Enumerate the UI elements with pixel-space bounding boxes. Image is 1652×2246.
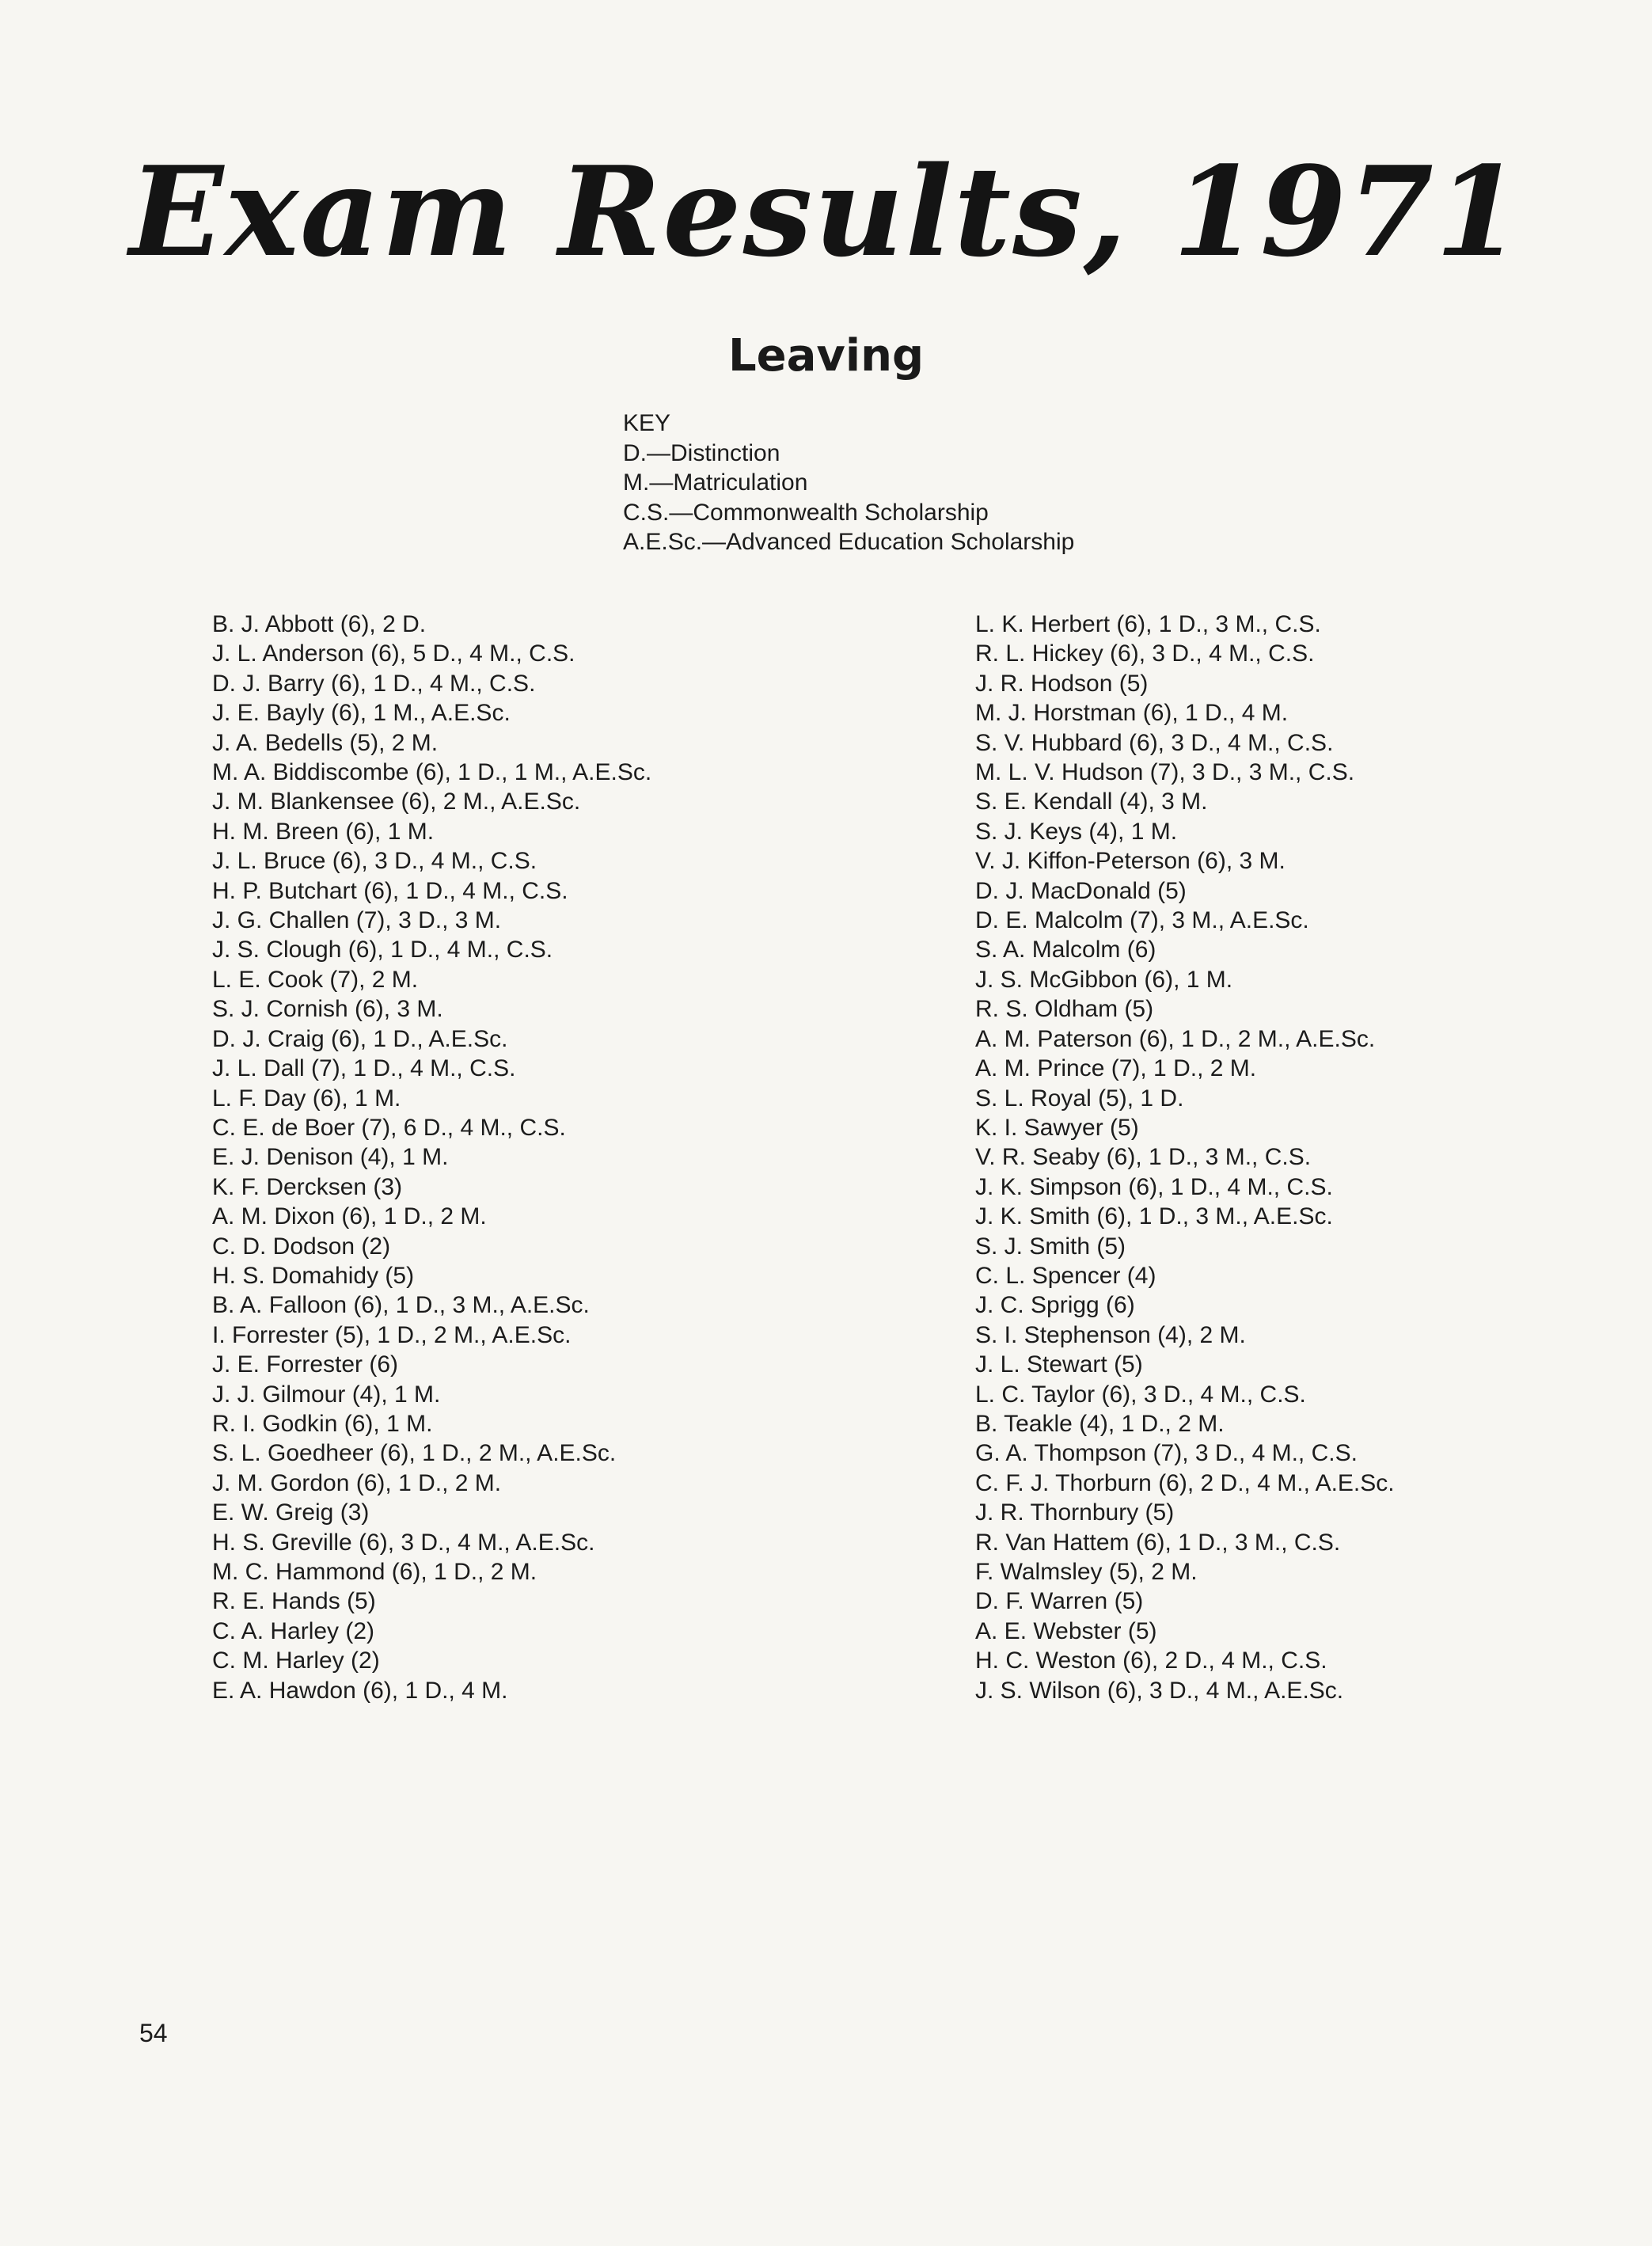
result-entry: J. J. Gilmour (4), 1 M. (212, 1381, 441, 1408)
results-right-column (975, 610, 1395, 1705)
result-entry: H. C. Weston (6), 2 D., 4 M., C.S. (975, 1647, 1327, 1674)
result-entry: M. J. Horstman (6), 1 D., 4 M. (975, 700, 1289, 727)
result-entry: C. D. Dodson (2) (212, 1233, 391, 1260)
result-entry: J. L. Stewart (5) (975, 1351, 1143, 1378)
result-entry: J. L. Bruce (6), 3 D., 4 M., C.S. (212, 848, 537, 875)
result-entry: L. E. Cook (7), 2 M. (212, 966, 419, 993)
result-entry: S. L. Goedheer (6), 1 D., 2 M., A.E.Sc. (212, 1440, 617, 1467)
result-entry: A. E. Webster (5) (975, 1617, 1157, 1644)
key-item-advanced-education-scholarship: A.E.Sc.—Advanced Education Scholarship (623, 529, 1075, 555)
result-entry: S. J. Cornish (6), 3 M. (212, 996, 443, 1023)
result-entry: L. C. Taylor (6), 3 D., 4 M., C.S. (975, 1381, 1306, 1408)
result-entry: H. P. Butchart (6), 1 D., 4 M., C.S. (212, 877, 568, 904)
result-entry: J. L. Dall (7), 1 D., 4 M., C.S. (212, 1055, 516, 1082)
result-entry: H. M. Breen (6), 1 M. (212, 818, 435, 845)
result-entry: K. I. Sawyer (5) (975, 1114, 1139, 1141)
result-entry: R. Van Hattem (6), 1 D., 3 M., C.S. (975, 1529, 1341, 1556)
result-entry: K. F. Dercksen (3) (212, 1173, 403, 1200)
result-entry: J. K. Smith (6), 1 D., 3 M., A.E.Sc. (975, 1203, 1333, 1230)
result-entry: R. L. Hickey (6), 3 D., 4 M., C.S. (975, 640, 1315, 667)
result-entry: J. S. Wilson (6), 3 D., 4 M., A.E.Sc. (975, 1677, 1344, 1704)
result-entry: S. E. Kendall (4), 3 M. (975, 789, 1208, 815)
key-item-commonwealth-scholarship: C.S.—Commonwealth Scholarship (623, 499, 989, 526)
key-legend (623, 409, 1074, 557)
key-item-distinction: D.—Distinction (623, 439, 780, 466)
page-number: 54 (139, 2019, 168, 2047)
result-entry: E. J. Denison (4), 1 M. (212, 1144, 449, 1171)
result-entry: J. R. Thornbury (5) (975, 1499, 1175, 1526)
result-entry: E. A. Hawdon (6), 1 D., 4 M. (212, 1677, 508, 1704)
result-entry: J. R. Hodson (5) (975, 670, 1149, 697)
result-entry: J. M. Blankensee (6), 2 M., A.E.Sc. (212, 789, 581, 815)
result-entry: M. L. V. Hudson (7), 3 D., 3 M., C.S. (975, 759, 1355, 786)
result-entry: D. J. MacDonald (5) (975, 877, 1187, 904)
result-entry: L. F. Day (6), 1 M. (212, 1085, 401, 1112)
result-entry: F. Walmsley (5), 2 M. (975, 1559, 1198, 1585)
result-entry: R. E. Hands (5) (212, 1588, 376, 1615)
result-entry: J. K. Simpson (6), 1 D., 4 M., C.S. (975, 1173, 1333, 1200)
result-entry: B. Teakle (4), 1 D., 2 M. (975, 1410, 1225, 1437)
section-heading: Leaving (727, 330, 925, 382)
result-entry: J. A. Bedells (5), 2 M. (212, 729, 439, 756)
result-entry: D. J. Craig (6), 1 D., A.E.Sc. (212, 1025, 508, 1052)
result-entry: J. E. Forrester (6) (212, 1351, 399, 1378)
result-entry: J. G. Challen (7), 3 D., 3 M. (212, 907, 502, 934)
result-entry: S. I. Stephenson (4), 2 M. (975, 1321, 1246, 1348)
result-entry: V. R. Seaby (6), 1 D., 3 M., C.S. (975, 1144, 1312, 1171)
key-heading: KEY (623, 410, 671, 436)
result-entry: S. A. Malcolm (6) (975, 937, 1156, 963)
result-entry: A. M. Paterson (6), 1 D., 2 M., A.E.Sc. (975, 1025, 1376, 1052)
result-entry: G. A. Thompson (7), 3 D., 4 M., C.S. (975, 1440, 1358, 1467)
result-entry: R. S. Oldham (5) (975, 996, 1154, 1023)
result-entry: S. L. Royal (5), 1 D. (975, 1085, 1184, 1112)
result-entry: D. F. Warren (5) (975, 1588, 1144, 1615)
key-item-matriculation: M.—Matriculation (623, 469, 808, 496)
result-entry: J. S. McGibbon (6), 1 M. (975, 966, 1233, 993)
result-entry: C. L. Spencer (4) (975, 1262, 1156, 1289)
result-entry: H. S. Greville (6), 3 D., 4 M., A.E.Sc. (212, 1529, 595, 1556)
result-entry: C. E. de Boer (7), 6 D., 4 M., C.S. (212, 1114, 566, 1141)
result-entry: C. A. Harley (2) (212, 1617, 375, 1644)
result-entry: D. E. Malcolm (7), 3 M., A.E.Sc. (975, 907, 1309, 934)
result-entry: J. M. Gordon (6), 1 D., 2 M. (212, 1469, 502, 1496)
result-entry: I. Forrester (5), 1 D., 2 M., A.E.Sc. (212, 1321, 572, 1348)
result-entry: L. K. Herbert (6), 1 D., 3 M., C.S. (975, 611, 1321, 637)
result-entry: J. L. Anderson (6), 5 D., 4 M., C.S. (212, 640, 575, 667)
result-entry: A. M. Prince (7), 1 D., 2 M. (975, 1055, 1257, 1082)
page-title: Exam Results, 1971 (129, 139, 1523, 284)
result-entry: B. A. Falloon (6), 1 D., 3 M., A.E.Sc. (212, 1292, 590, 1319)
results-left-column (212, 610, 651, 1705)
result-entry: A. M. Dixon (6), 1 D., 2 M. (212, 1203, 487, 1230)
result-entry: M. C. Hammond (6), 1 D., 2 M. (212, 1559, 537, 1585)
result-entry: J. S. Clough (6), 1 D., 4 M., C.S. (212, 937, 553, 963)
result-entry: S. V. Hubbard (6), 3 D., 4 M., C.S. (975, 729, 1334, 756)
result-entry: M. A. Biddiscombe (6), 1 D., 1 M., A.E.Sc. (212, 759, 652, 786)
result-entry: V. J. Kiffon-Peterson (6), 3 M. (975, 848, 1286, 875)
result-entry: R. I. Godkin (6), 1 M. (212, 1410, 433, 1437)
result-entry: D. J. Barry (6), 1 D., 4 M., C.S. (212, 670, 536, 697)
result-entry: E. W. Greig (3) (212, 1499, 370, 1526)
result-entry: J. E. Bayly (6), 1 M., A.E.Sc. (212, 700, 511, 727)
result-entry: C. F. J. Thorburn (6), 2 D., 4 M., A.E.Sc. (975, 1469, 1395, 1496)
result-entry: J. C. Sprigg (6) (975, 1292, 1135, 1319)
result-entry: B. J. Abbott (6), 2 D. (212, 611, 427, 637)
result-entry: S. J. Smith (5) (975, 1233, 1126, 1260)
result-entry: S. J. Keys (4), 1 M. (975, 818, 1178, 845)
result-entry: C. M. Harley (2) (212, 1647, 380, 1674)
result-entry: H. S. Domahidy (5) (212, 1262, 415, 1289)
